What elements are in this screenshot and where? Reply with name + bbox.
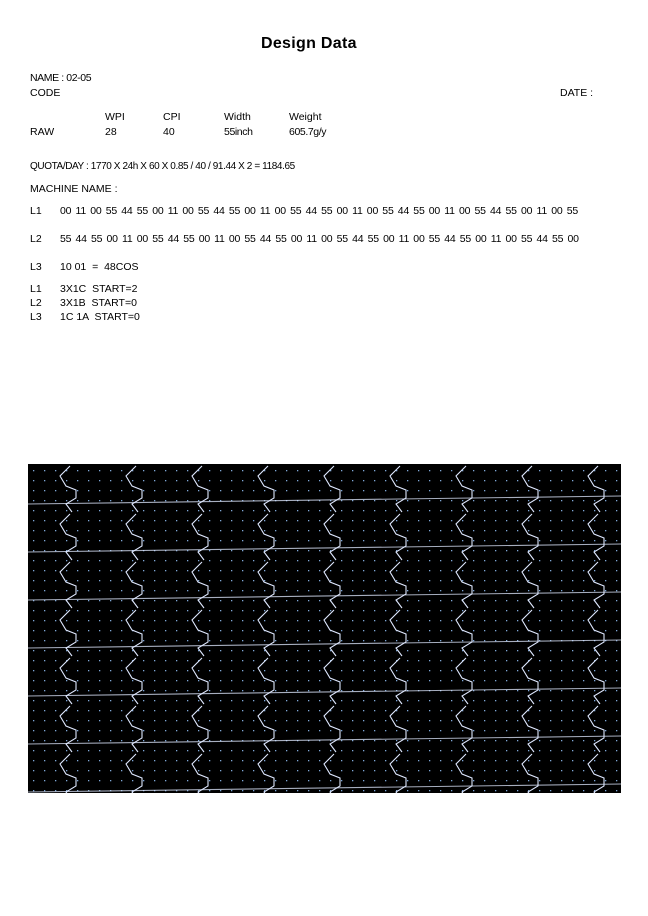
page-title: Design Data (261, 35, 357, 52)
line-label: L3 (30, 261, 42, 273)
setting-label: L2 (30, 297, 42, 309)
spec-header-width: Width (224, 111, 251, 123)
setting-label: L3 (30, 311, 42, 323)
line-sequence: 55 44 55 00 11 00 55 44 55 00 11 00 55 44 55 00 11 00 55 44 55 00 11 00 55 44 55 00 11 00 55 44 55 00 (60, 233, 579, 245)
machine-name: MACHINE NAME : (30, 183, 118, 195)
line-label: L1 (30, 205, 42, 217)
setting-value: 3X1C START=2 (60, 283, 138, 295)
spec-header-wpi: WPI (105, 111, 125, 123)
spec-header-cpi: CPI (163, 111, 181, 123)
quota-per-day: QUOTA/DAY : 1770 X 24h X 60 X 0.85 / 40 / 91.44 X 2 = 1184.65 (30, 161, 295, 172)
spec-row-label: RAW (30, 126, 55, 138)
date-label: DATE : (560, 87, 594, 99)
setting-label: L1 (30, 283, 42, 295)
setting-value: 1C 1A START=0 (60, 311, 140, 323)
pattern-background (28, 464, 621, 793)
spec-value-width: 55inch (224, 126, 253, 138)
knit-pattern-preview (28, 464, 621, 793)
line-sequence: 10 01 = 48COS (60, 261, 139, 273)
spec-header-weight: Weight (289, 111, 322, 123)
spec-value-weight: 605.7g/y (289, 126, 327, 138)
spec-value-cpi: 40 (163, 126, 175, 138)
code-label: CODE (30, 87, 61, 99)
setting-value: 3X1B START=0 (60, 297, 137, 309)
spec-value-wpi: 28 (105, 126, 117, 138)
line-label: L2 (30, 233, 42, 245)
line-sequence: 00 11 00 55 44 55 00 11 00 55 44 55 00 11 00 55 44 55 00 11 00 55 44 55 00 11 00 55 44 55 00 11 00 55 (60, 205, 578, 217)
design-name: NAME : 02-05 (30, 72, 92, 84)
